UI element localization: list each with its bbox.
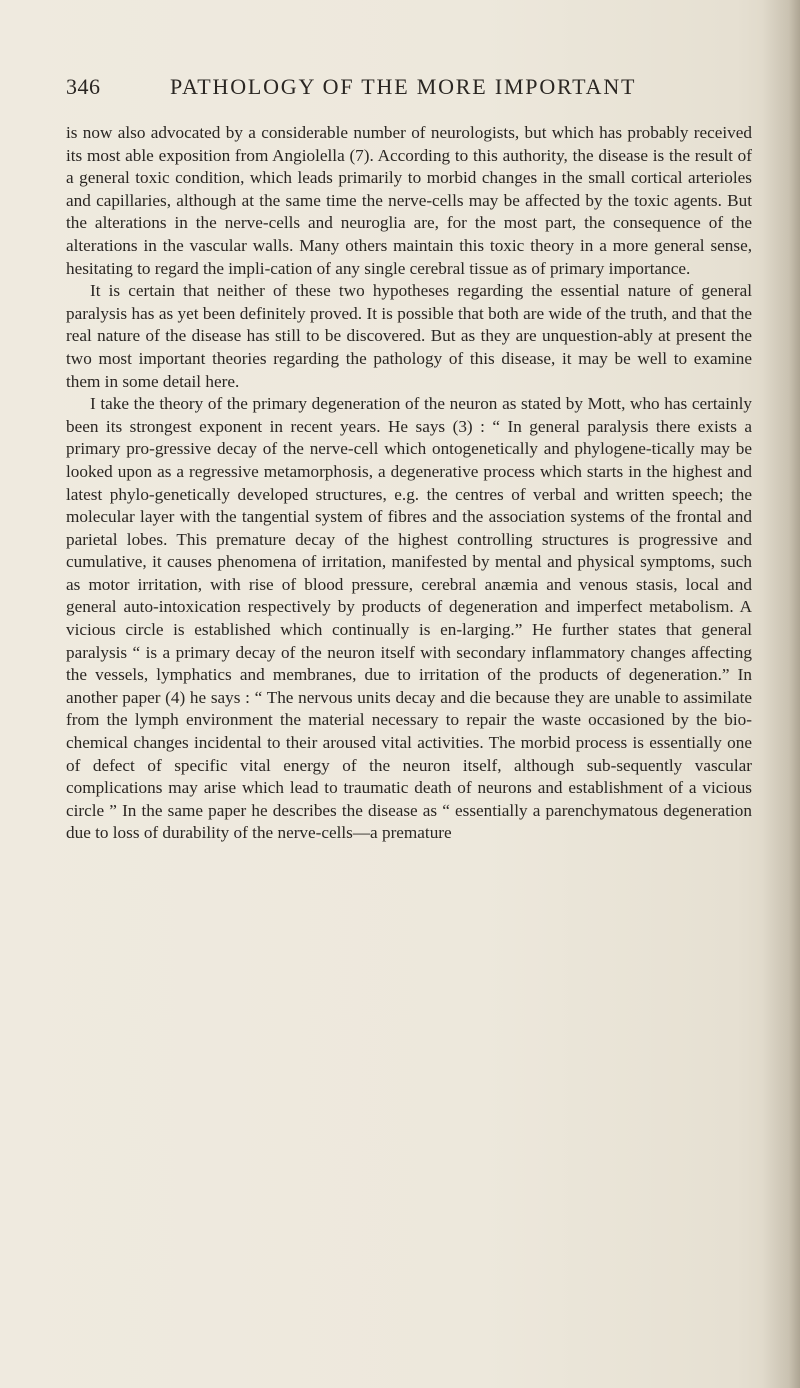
paragraph-continuation: is now also advocated by a considerable number of neurologists, but which has probably received its most able exposition from Angiolella (7). According to this authority, the disease is the result of a general toxic condition, which leads primarily to morbid changes in the small cortical arterioles and capillaries, although at the same time the nerve-cells may be affected by the toxic agents. But the alterations in the nerve-cells and neuroglia are, for the most part, the consequence of the alterations in the vascular walls. Many others maintain this toxic theory in a more general sense, hesitating to regard the impli-cation of any single cerebral tissue as of primary importance. bbox=[66, 123, 752, 278]
paragraph-hypotheses: It is certain that neither of these two hypotheses regarding the essential nature of general paralysis has as yet been definitely proved. It is possible that both are wide of the truth, and that the real nature of the disease has still to be discovered. But as they are unquestion-ably at present the two most important theories regarding the pathology of this disease, it may be well to examine them in some detail here. bbox=[66, 281, 752, 391]
page-header bbox=[66, 74, 756, 110]
running-head: PATHOLOGY OF THE MORE IMPORTANT bbox=[170, 74, 637, 99]
paragraph-mott-theory: I take the theory of the primary degeneration of the neuron as stated by Mott, who has certainly been its strongest exponent in recent years. He says (3) : “ In general paralysis there exists a primary pro-gressive decay of the nerve-cell which ontogenetically and phylogene-tically may be looked upon as a regressive metamorphosis, a degenerative process which starts in the highest and latest phylo-genetically developed structures, e.g. the centres of verbal and written speech; the molecular layer with the tangential system of fibres and the association systems of the frontal and parietal lobes. This premature decay of the highest controlling structures is progressive and cumulative, it causes phenomena of irritation, manifested by mental and physical symptoms, such as motor irritation, with rise of blood pressure, cerebral anæmia and venous stasis, local and general auto-intoxication respectively by products of degeneration and imperfect metabolism. A vicious circle is established which continually is en-larging.” He further states that general paralysis “ is a primary decay of the neuron itself with secondary inflammatory changes affecting the vessels, lymphatics and membranes, due to irritation of the products of degeneration.” In another paper (4) he says : “ The nervous units decay and die because they are unable to assimilate from the lymph environment the material necessary to repair the waste occasioned by the bio-chemical changes incidental to their aroused vital activities. The morbid process is essentially one of defect of specific vital energy of the neuron itself, although sub-sequently vascular complications may arise which lead to traumatic death of neurons and establishment of a vicious circle ” In the same paper he describes the disease as “ essentially a parenchymatous degeneration due to loss of durability of the nerve-cells—a premature bbox=[66, 394, 752, 843]
body-text bbox=[66, 122, 752, 845]
page-number: 346 bbox=[66, 74, 101, 99]
page-edge-shadow bbox=[762, 0, 800, 1388]
